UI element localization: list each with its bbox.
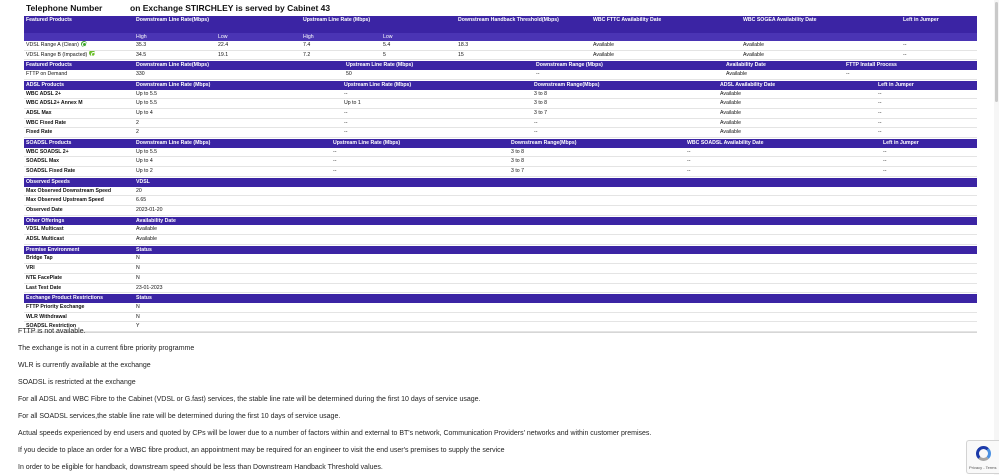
row-label: Bridge Tap bbox=[24, 254, 134, 263]
premise-header-row bbox=[24, 246, 977, 255]
row-label: Observed Date bbox=[24, 205, 134, 215]
col-header: VDSL bbox=[134, 178, 977, 187]
table-row bbox=[24, 90, 977, 99]
col-header: FTTP Install Process bbox=[844, 61, 977, 70]
notes-section bbox=[18, 328, 978, 475]
exchange-restrictions-table bbox=[24, 294, 977, 332]
table-cell: 35.3 bbox=[134, 41, 216, 50]
table-cell: Available bbox=[134, 235, 977, 245]
table-cell: Available bbox=[718, 99, 876, 109]
sub-header bbox=[901, 33, 977, 41]
table-cell: 7.2 bbox=[301, 50, 381, 60]
table-cell: N bbox=[134, 312, 977, 322]
table-cell: -- bbox=[881, 157, 977, 167]
col-header: Status bbox=[134, 246, 977, 255]
table-cell: Up to 4 bbox=[134, 157, 331, 167]
table-cell: -- bbox=[342, 118, 532, 128]
table-cell: Available bbox=[718, 108, 876, 118]
table-row bbox=[24, 235, 977, 245]
table-row bbox=[24, 205, 977, 215]
adsl-table bbox=[24, 81, 977, 138]
col-header: ADSL Products bbox=[24, 81, 134, 90]
scrollbar-thumb[interactable] bbox=[995, 2, 998, 102]
row-label: NTE FacePlate bbox=[24, 273, 134, 283]
col-header: SOADSL Products bbox=[24, 139, 134, 148]
col-header: Downstream Range (Mbps) bbox=[534, 61, 724, 70]
col-header: Upstream Line Rate (Mbps) bbox=[331, 139, 509, 148]
table-cell: 3 to 8 bbox=[509, 157, 685, 167]
col-header: Downstream Line Rate(Mbps) bbox=[134, 61, 344, 70]
col-header: Downstream Line Rate (Mbps) bbox=[134, 139, 331, 148]
col-header: Left in Jumper bbox=[881, 139, 977, 148]
table-cell: 19.1 bbox=[216, 50, 301, 60]
table-cell: 15 bbox=[456, 50, 591, 60]
table-row bbox=[24, 167, 977, 177]
sub-header bbox=[24, 33, 134, 41]
table-row bbox=[24, 283, 977, 293]
col-header bbox=[381, 16, 456, 33]
note-actual-speeds: Actual speeds experienced by end users and quoted by CPs will be lower due to a number of factors within and external to BT's network, Communication Providers' networks and within customer premises. bbox=[18, 430, 652, 437]
table-cell: -- bbox=[901, 41, 977, 50]
note-soadsl-stable-rate: For all SOADSL services,the stable line rate will be determined during the first 10 days of service usage. bbox=[18, 413, 341, 420]
vdsl-table bbox=[24, 16, 977, 60]
table-cell: Up to 1 bbox=[342, 99, 532, 109]
table-cell: -- bbox=[876, 108, 977, 118]
table-cell: -- bbox=[532, 128, 718, 138]
col-header: Downstream Range(Mbps) bbox=[509, 139, 685, 148]
table-cell: -- bbox=[532, 118, 718, 128]
table-cell: 7.4 bbox=[301, 41, 381, 50]
table-cell: -- bbox=[844, 70, 977, 79]
table-row bbox=[24, 312, 977, 322]
note-engineer-appointment: If you decide to place an order for a WBC fibre product, an appointment may be required for an engineer to visit the end user's premises to supply the service bbox=[18, 447, 505, 454]
note-wlr: WLR is currently available at the exchange bbox=[18, 362, 151, 369]
other-offerings-table bbox=[24, 217, 977, 245]
table-cell: Up to 5.5 bbox=[134, 148, 331, 157]
table-cell: 3 to 8 bbox=[532, 99, 718, 109]
table-cell: Y bbox=[134, 322, 977, 332]
col-header: Left in Jumper bbox=[901, 16, 977, 33]
table-cell: 50 bbox=[344, 70, 534, 79]
product-name: VDSL Range A (Clean) bbox=[26, 42, 79, 48]
premise-environment-table bbox=[24, 246, 977, 294]
table-row bbox=[24, 108, 977, 118]
table-row bbox=[24, 70, 977, 79]
row-label: Max Observed Upstream Speed bbox=[24, 196, 134, 206]
row-label: VDSL Multicast bbox=[24, 225, 134, 234]
table-cell: -- bbox=[876, 90, 977, 99]
table-cell: FTTP on Demand bbox=[24, 70, 134, 79]
table-row bbox=[24, 41, 977, 50]
row-label: WBC ADSL2+ Annex M bbox=[24, 99, 134, 109]
table-cell: 2 bbox=[134, 118, 342, 128]
row-label: Last Test Date bbox=[24, 283, 134, 293]
table-cell: -- bbox=[876, 118, 977, 128]
table-cell: N bbox=[134, 254, 977, 263]
recaptcha-links[interactable]: Privacy - Terms bbox=[969, 465, 997, 470]
col-header: Upstream Line Rate (Mbps) bbox=[342, 81, 532, 90]
table-cell: 5 bbox=[381, 50, 456, 60]
table-cell: 6.65 bbox=[134, 196, 977, 206]
table-cell: Up to 5.5 bbox=[134, 99, 342, 109]
table-cell: 34.5 bbox=[134, 50, 216, 60]
telephone-number-label: Telephone Number bbox=[26, 3, 103, 13]
table-cell: 18.3 bbox=[456, 41, 591, 50]
table-cell: Available bbox=[718, 118, 876, 128]
col-header: Observed Speeds bbox=[24, 178, 134, 187]
table-row bbox=[24, 128, 977, 138]
table-cell: -- bbox=[685, 167, 881, 177]
table-cell: 2023-01-20 bbox=[134, 205, 977, 215]
row-label: VRI bbox=[24, 264, 134, 274]
col-header: Upstream Line Rate (Mbps) bbox=[344, 61, 534, 70]
table-cell: Available bbox=[591, 41, 741, 50]
row-label: WBC ADSL 2+ bbox=[24, 90, 134, 99]
col-header: Other Offerings bbox=[24, 217, 134, 226]
col-header: Exchange Product Restrictions bbox=[24, 294, 134, 303]
row-label: ADSL Multicast bbox=[24, 235, 134, 245]
sub-header: High bbox=[134, 33, 216, 41]
table-row bbox=[24, 50, 977, 60]
col-header: WBC SOADSL Availability Date bbox=[685, 139, 881, 148]
table-cell: Available bbox=[718, 90, 876, 99]
table-row bbox=[24, 273, 977, 283]
table-cell: 5.4 bbox=[381, 41, 456, 50]
row-label: Fixed Rate bbox=[24, 128, 134, 138]
sub-header bbox=[591, 33, 741, 41]
restrictions-header-row bbox=[24, 294, 977, 303]
table-cell: Available bbox=[718, 128, 876, 138]
fttp-table bbox=[24, 61, 977, 79]
row-label: SOADSL Fixed Rate bbox=[24, 167, 134, 177]
note-soadsl-restricted: SOADSL is restricted at the exchange bbox=[18, 379, 136, 386]
table-cell: -- bbox=[876, 99, 977, 109]
table-cell: -- bbox=[685, 157, 881, 167]
col-header: Downstream Line Rate (Mbps) bbox=[134, 81, 342, 90]
clean-line-icon bbox=[81, 41, 87, 47]
row-label: SOADSL Max bbox=[24, 157, 134, 167]
table-row bbox=[24, 148, 977, 157]
table-cell: -- bbox=[331, 148, 509, 157]
table-cell: -- bbox=[881, 148, 977, 157]
table-cell: 2 bbox=[134, 128, 342, 138]
table-row bbox=[24, 99, 977, 109]
page-header bbox=[0, 0, 999, 16]
col-header: Featured Products bbox=[24, 16, 134, 33]
note-handback-eligibility: In order to be eligible for handback, downstream speed should be less than Downstream Handback Threshold values. bbox=[18, 464, 383, 471]
table-cell: Available bbox=[591, 50, 741, 60]
table-cell: N bbox=[134, 273, 977, 283]
table-cell: -- bbox=[342, 128, 532, 138]
exchange-heading: on Exchange STIRCHLEY is served by Cabinet 43 bbox=[130, 3, 331, 13]
soadsl-table bbox=[24, 139, 977, 177]
table-cell: 330 bbox=[134, 70, 344, 79]
table-cell: N bbox=[134, 264, 977, 274]
table-row bbox=[24, 264, 977, 274]
sub-header: Low bbox=[381, 33, 456, 41]
col-header: Left in Jumper bbox=[876, 81, 977, 90]
col-header: Availability Date bbox=[724, 61, 844, 70]
table-cell: Up to 4 bbox=[134, 108, 342, 118]
table-row bbox=[24, 303, 977, 312]
table-cell: Available bbox=[741, 50, 901, 60]
table-cell: -- bbox=[685, 148, 881, 157]
table-cell: Available bbox=[741, 41, 901, 50]
product-name: VDSL Range B (Impacted) bbox=[26, 51, 88, 58]
sub-header bbox=[456, 33, 591, 41]
product-cell bbox=[24, 50, 134, 60]
col-header: WBC FTTC Availability Date bbox=[591, 16, 741, 33]
table-cell: Up to 2 bbox=[134, 167, 331, 177]
table-cell: -- bbox=[534, 70, 724, 79]
col-header: Downstream Handback Threshold(Mbps) bbox=[456, 16, 591, 33]
table-row bbox=[24, 196, 977, 206]
col-header: ADSL Availability Date bbox=[718, 81, 876, 90]
row-label: WBC SOADSL 2+ bbox=[24, 148, 134, 157]
table-cell: 22.4 bbox=[216, 41, 301, 50]
note-adsl-fttc-stable-rate: For all ADSL and WBC Fibre to the Cabinet (VDSL or G.fast) services, the stable line rate will be determined during the first 10 days of service usage. bbox=[18, 396, 481, 403]
col-header: Featured Products bbox=[24, 61, 134, 70]
table-row bbox=[24, 118, 977, 128]
table-cell: Up to 5.5 bbox=[134, 90, 342, 99]
row-label: FTTP Priority Exchange bbox=[24, 303, 134, 312]
observed-header-row bbox=[24, 178, 977, 187]
table-row bbox=[24, 187, 977, 196]
fttp-header-row bbox=[24, 61, 977, 70]
recaptcha-badge[interactable] bbox=[966, 440, 999, 474]
table-cell: Available bbox=[724, 70, 844, 79]
sub-header: High bbox=[301, 33, 381, 41]
table-cell: 3 to 8 bbox=[509, 148, 685, 157]
availability-sheet bbox=[24, 16, 977, 333]
table-cell: 3 to 8 bbox=[532, 90, 718, 99]
recaptcha-icon bbox=[976, 446, 991, 461]
vdsl-header-row bbox=[24, 16, 977, 33]
vdsl-subheader-row bbox=[24, 33, 977, 41]
table-cell: -- bbox=[342, 108, 532, 118]
other-header-row bbox=[24, 217, 977, 226]
table-row bbox=[24, 254, 977, 263]
table-cell: 3 to 7 bbox=[509, 167, 685, 177]
soadsl-header-row bbox=[24, 139, 977, 148]
table-row bbox=[24, 157, 977, 167]
col-header: WBC SOGEA Availability Date bbox=[741, 16, 901, 33]
col-header bbox=[216, 16, 301, 33]
row-label: ADSL Max bbox=[24, 108, 134, 118]
table-cell: -- bbox=[901, 50, 977, 60]
row-label: WBC Fixed Rate bbox=[24, 118, 134, 128]
table-cell: Available bbox=[134, 225, 977, 234]
table-cell: -- bbox=[881, 167, 977, 177]
col-header: Downstream Range(Mbps) bbox=[532, 81, 718, 90]
table-cell: -- bbox=[331, 167, 509, 177]
table-cell: -- bbox=[876, 128, 977, 138]
table-cell: 3 to 7 bbox=[532, 108, 718, 118]
table-cell: -- bbox=[342, 90, 532, 99]
sub-header: Low bbox=[216, 33, 301, 41]
adsl-header-row bbox=[24, 81, 977, 90]
row-label: Max Observed Downstream Speed bbox=[24, 187, 134, 196]
col-header: Premise Environment bbox=[24, 246, 134, 255]
table-cell: 20 bbox=[134, 187, 977, 196]
col-header: Upstream Line Rate (Mbps) bbox=[301, 16, 381, 33]
table-cell: -- bbox=[331, 157, 509, 167]
col-header: Status bbox=[134, 294, 977, 303]
impacted-line-icon bbox=[89, 50, 95, 56]
col-header: Downstream Line Rate(Mbps) bbox=[134, 16, 216, 33]
table-cell: N bbox=[134, 303, 977, 312]
table-cell: 23-01-2023 bbox=[134, 283, 977, 293]
observed-speeds-table bbox=[24, 178, 977, 216]
col-header: Availability Date bbox=[134, 217, 977, 226]
product-cell bbox=[24, 41, 134, 50]
table-row bbox=[24, 225, 977, 234]
note-fttp: FTTP is not available. bbox=[18, 328, 86, 335]
sub-header bbox=[741, 33, 901, 41]
note-priority-programme: The exchange is not in a current fibre priority programme bbox=[18, 345, 195, 352]
row-label: WLR Withdrawal bbox=[24, 312, 134, 322]
row-label: SOADSL Restriction bbox=[24, 322, 134, 332]
